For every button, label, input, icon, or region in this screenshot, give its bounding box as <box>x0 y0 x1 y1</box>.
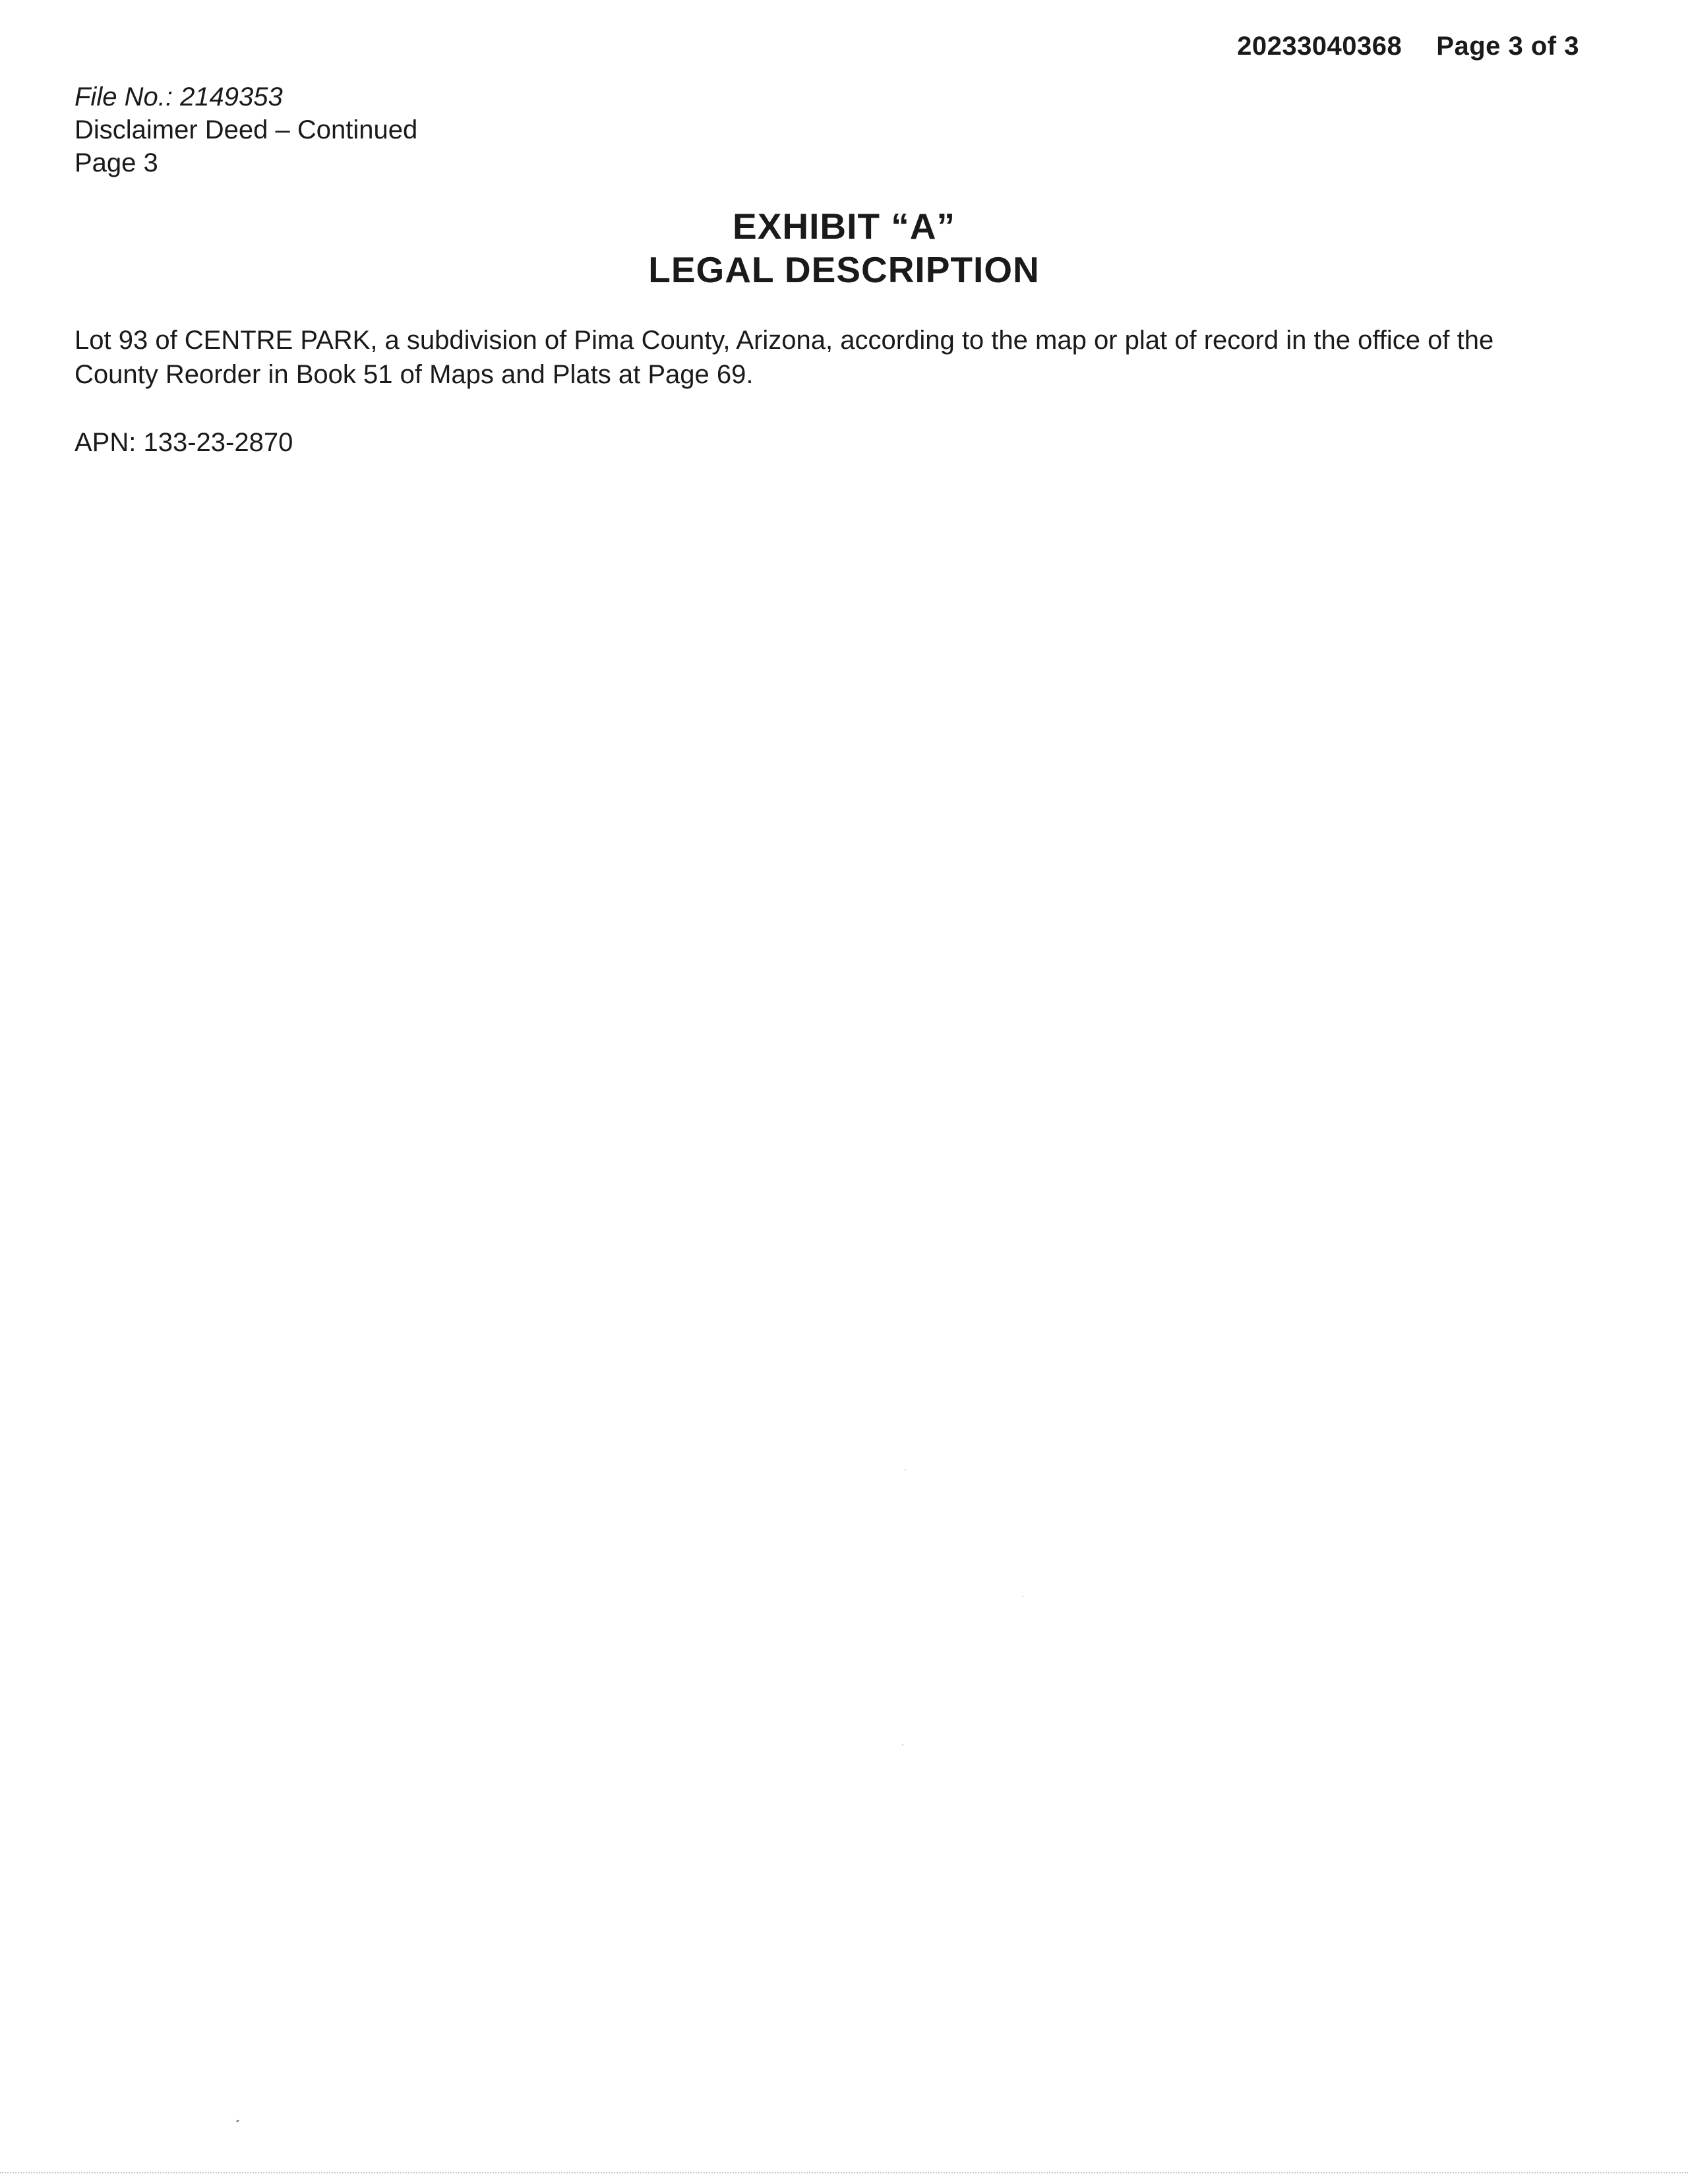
file-number-line <box>75 80 417 113</box>
scan-speck <box>902 1744 903 1745</box>
recording-header <box>1237 32 1579 61</box>
page-count: Page 3 of 3 <box>1436 32 1579 61</box>
apn: APN: 133-23-2870 <box>75 428 293 457</box>
file-header <box>75 80 417 179</box>
scan-speck <box>1022 1596 1023 1597</box>
exhibit-heading: EXHIBIT “A” <box>733 206 955 247</box>
file-number: 2149353 <box>180 82 283 111</box>
document-number: 20233040368 <box>1237 32 1402 61</box>
scan-speck <box>236 2119 240 2123</box>
exhibit-title <box>0 204 1688 291</box>
legal-description-text: Lot 93 of CENTRE PARK, a subdivision of Pima County, Arizona, according to the map or plat of record in the office of the County Reorder in Book 51 of Maps and Plats at Page 69. <box>75 326 1494 389</box>
document-type: Disclaimer Deed – Continued <box>75 115 418 144</box>
legal-description-heading: LEGAL DESCRIPTION <box>648 249 1040 290</box>
page-number: Page 3 <box>75 148 158 177</box>
file-number-label: File No.: <box>75 82 173 111</box>
scan-speck <box>905 1469 906 1471</box>
scan-edge <box>0 2172 1688 2173</box>
